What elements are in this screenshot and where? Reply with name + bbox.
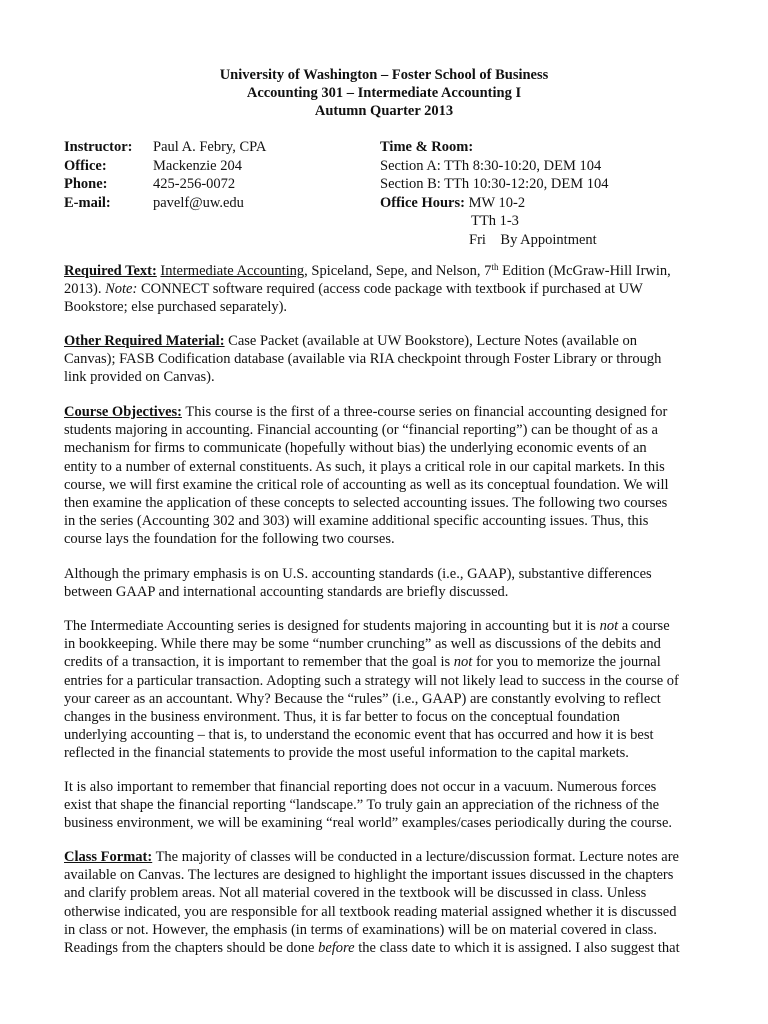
other-material-heading: Other Required Material: bbox=[64, 333, 225, 349]
office-hours-row-3 bbox=[380, 231, 609, 250]
header-course: Accounting 301 – Intermediate Accounting I bbox=[246, 85, 522, 101]
section-b: Section B: TTh 10:30-12:20, DEM 104 bbox=[380, 176, 609, 192]
header-university: University of Washington – Foster School of Business bbox=[219, 67, 549, 83]
info-label: E-mail: bbox=[64, 194, 111, 211]
info-value: pavelf@uw.edu bbox=[153, 194, 244, 211]
info-value: Paul A. Febry, CPA bbox=[153, 139, 267, 155]
instructor-info bbox=[64, 138, 266, 212]
info-value: 425-256-0072 bbox=[153, 176, 236, 192]
course-objectives-heading: Course Objectives: bbox=[64, 404, 182, 420]
office-hours-label: Office Hours: bbox=[380, 194, 465, 211]
course-objectives-section: Course Objectives: This course is the first of a three-course series on financial accounting designed for students majoring in accounting. Financial accounting (or “financial reporting”) can be thought of as a mechanism for firms to communicate (hopefully without bias) the underlying economic events of an entity to a number of external constituents. As such, it plays a critical role in our capital markets. In this course, we will first examine the critical role of accounting as well as its conceptual foundation. We will then examine the application of these concepts to selected accounting issues. The following two courses in the series (Accounting 302 and 303) will examine additional specific accounting issues. Thus, this course lays the foundation for the following two courses. bbox=[64, 404, 669, 548]
header-term: Autumn Quarter 2013 bbox=[314, 103, 454, 119]
office-hours-2: TTh 1-3 bbox=[471, 213, 519, 229]
time-room-info bbox=[380, 138, 609, 249]
section-a: Section A: TTh 8:30-10:20, DEM 104 bbox=[380, 157, 602, 174]
info-label: Phone: bbox=[64, 176, 108, 192]
class-format-section: Class Format: The majority of classes will be conducted in a lecture/discussion format. Lecture notes are available on Canvas. The lectures are designed to highlight the important issues discussed in the chapters and clarify problem areas. Not all material covered in the textbook will be discussed in class. Unless otherwise indicated, you are responsible for all textbook reading material assigned whether it is discussed in class or not. However, the emphasis (in terms of examinations) will be on material covered in class. Readings from the chapters should be done before the class date to which it is assigned. I also suggest that bbox=[64, 849, 680, 956]
other-material-section: Other Required Material: Case Packet (available at UW Bookstore), Lecture Notes (available on Canvas); FASB Codification database (available via RIA checkpoint through Foster Library or through link provided on Canvas). bbox=[64, 333, 662, 386]
vacuum-paragraph: It is also important to remember that financial reporting does not occur in a vacuum. Numerous forces exist that shape the financial reporting “landscape.” To truly gain an appreciation of the richness of the business environment, we will be examining “real world” examples/cases periodically during the course. bbox=[64, 779, 673, 832]
office-hours-3: Fri By Appointment bbox=[469, 231, 597, 248]
office-hours-row-2 bbox=[380, 212, 609, 231]
info-row-email bbox=[64, 194, 266, 213]
note-label: Note: bbox=[105, 281, 138, 298]
office-hours-1: MW 10-2 bbox=[468, 194, 526, 211]
info-label: Office: bbox=[64, 157, 107, 174]
required-text-section: Required Text: Intermediate Accounting, Spiceland, Sepe, and Nelson, 7th Edition (McGraw-Hill Irwin, 2013). Note: CONNECT software required (access code package with textbook if purchased at UW Bookstore; else purchased separately). bbox=[64, 262, 671, 316]
info-row-phone bbox=[64, 175, 266, 194]
info-row-office bbox=[64, 157, 266, 176]
office-hours bbox=[380, 194, 609, 213]
document-header bbox=[0, 66, 768, 120]
info-row-instructor bbox=[64, 138, 266, 157]
required-text-heading: Required Text: bbox=[64, 263, 157, 279]
class-format-heading: Class Format: bbox=[64, 849, 153, 865]
gaap-paragraph: Although the primary emphasis is on U.S. accounting standards (i.e., GAAP), substantive differences between GAAP and international accounting standards are briefly discussed. bbox=[64, 566, 652, 601]
time-room-label: Time & Room: bbox=[380, 139, 474, 155]
textbook-title: Intermediate Accounting bbox=[160, 263, 305, 279]
bookkeeping-paragraph: The Intermediate Accounting series is designed for students majoring in accounting but it is not a course in bookkeeping. While there may be some “number crunching” as well as discussions of the debits and credits of a transaction, it is important to remember that the goal is not for you to memorize the journal entries for a particular transaction. Adopting such a strategy will not likely lead to success in the course of your career as an accountant. Why? Because the “rules” (i.e., GAAP) are constantly evolving to reflect changes in the business environment. Thus, it is far better to focus on the conceptual foundation underlying accounting – that is, to understand the economic event that has occurred and how it is best reflected in the financial statements to provide the most useful information to the capital markets. bbox=[64, 618, 679, 762]
info-value: Mackenzie 204 bbox=[153, 157, 242, 174]
info-label: Instructor: bbox=[64, 139, 133, 155]
